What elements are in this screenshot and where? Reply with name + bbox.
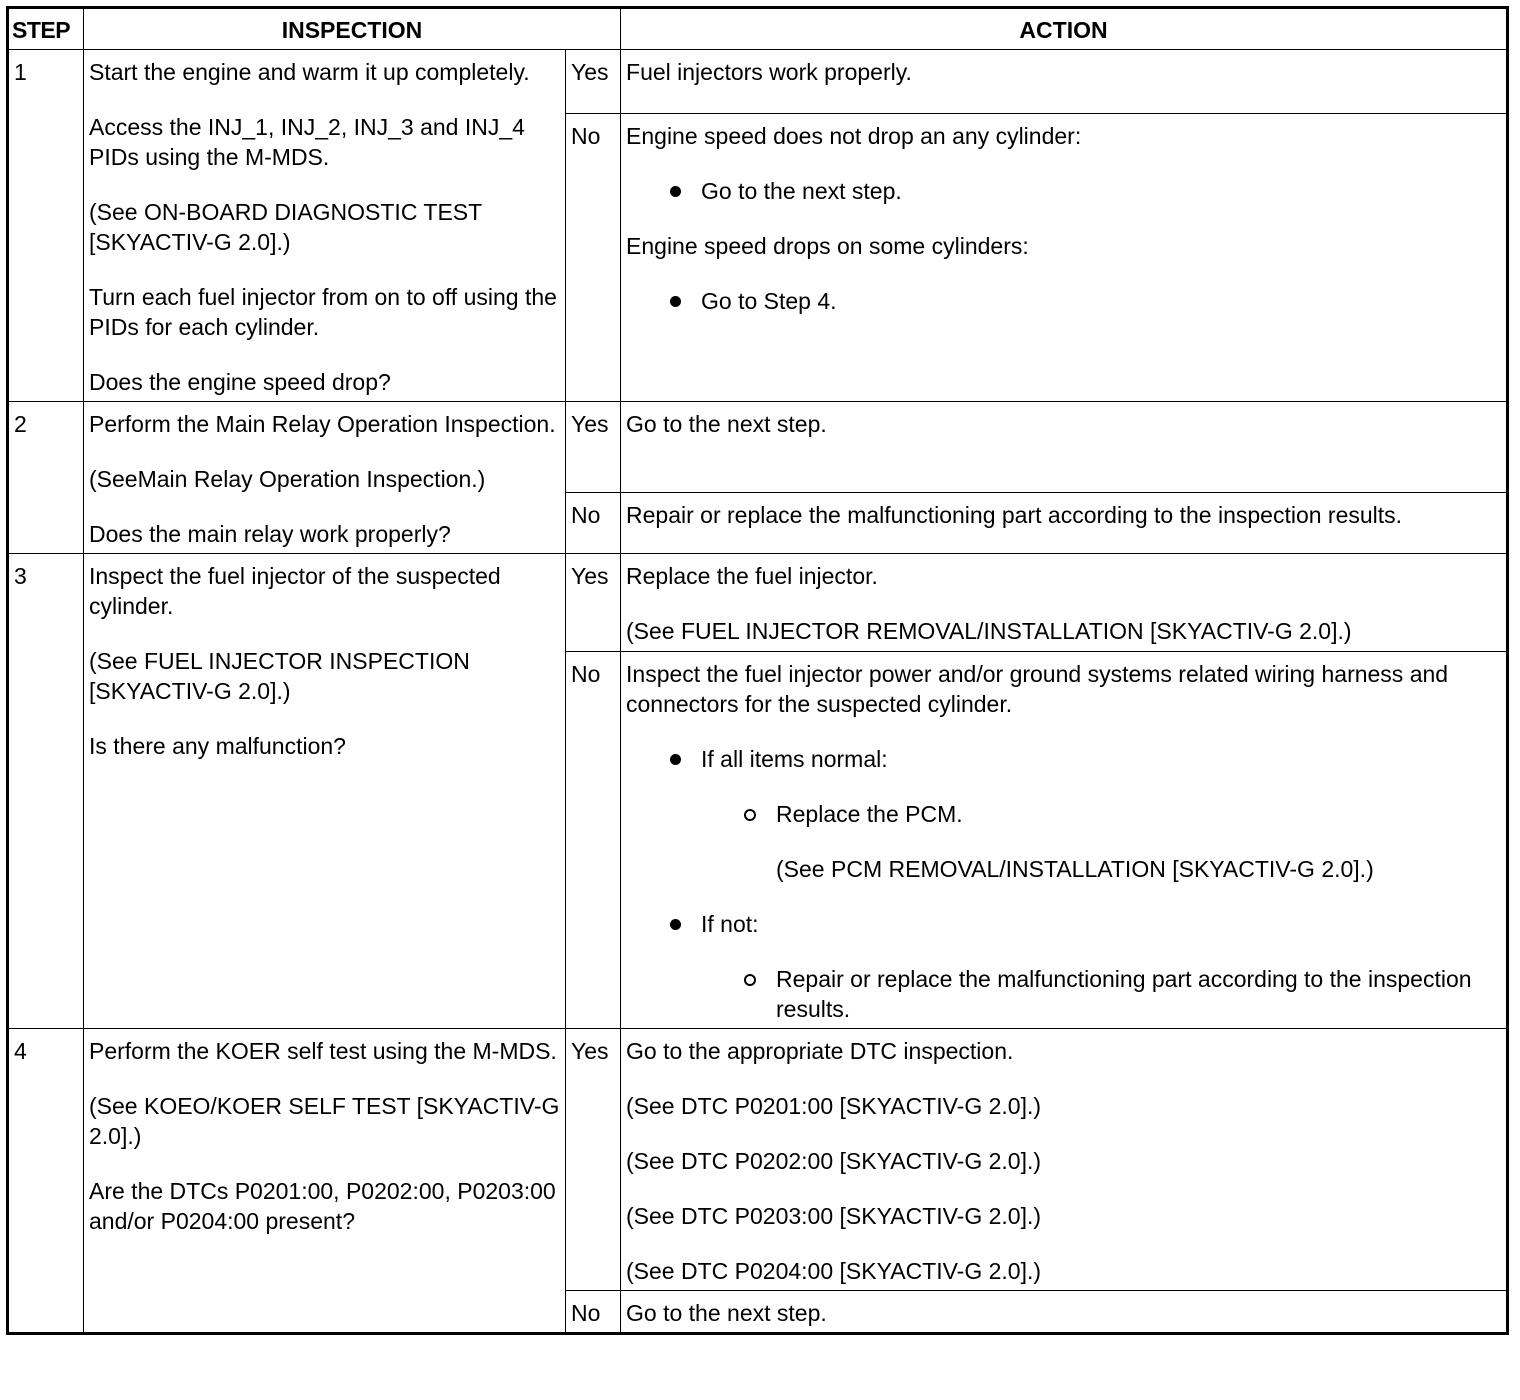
step-4-yes-label: Yes	[566, 1029, 621, 1291]
inspection-question: Does the engine speed drop?	[89, 369, 391, 395]
step-4-no-action	[621, 1291, 1508, 1334]
step-2-no-label: No	[566, 493, 621, 554]
inspection-text: Inspect the fuel injector of the suspected cylinder.	[89, 563, 501, 619]
action-reference: (See DTC P0202:00 [SKYACTIV-G 2.0].)	[626, 1148, 1042, 1174]
step-4-number: 4	[8, 1029, 84, 1334]
inspection-text: Access the INJ_1, INJ_2, INJ_3 and INJ_4 PIDs using the M-MDS.	[89, 114, 525, 170]
bullet-item: Go to Step 4.	[626, 286, 1501, 316]
inspection-column-header: INSPECTION	[84, 8, 621, 50]
bullet-item: Go to the next step.	[626, 176, 1501, 206]
step-3-yes-label: Yes	[566, 554, 621, 652]
step-3-yes-row	[8, 554, 1508, 652]
step-3-inspection	[84, 554, 566, 1029]
header-row	[8, 8, 1508, 50]
bullet-item: If all items normal:	[626, 744, 1501, 774]
step-1-yes-row	[8, 50, 1508, 114]
step-2-no-action	[621, 493, 1508, 554]
inspection-question: Does the main relay work properly?	[89, 521, 451, 547]
action-text: Engine speed does not drop an any cylinder:	[626, 123, 1082, 149]
step-1-inspection	[84, 50, 566, 402]
action-reference: (See DTC P0201:00 [SKYACTIV-G 2.0].)	[626, 1093, 1042, 1119]
action-reference: (See DTC P0203:00 [SKYACTIV-G 2.0].)	[626, 1203, 1042, 1229]
inspection-text: Perform the KOER self test using the M-MDS.	[89, 1038, 557, 1064]
inspection-text: Perform the Main Relay Operation Inspection.	[89, 411, 556, 437]
action-text: Inspect the fuel injector power and/or ground systems related wiring harness and connectors for the suspected cylinder.	[626, 661, 1449, 717]
step-2-yes-action	[621, 402, 1508, 493]
step-2-inspection	[84, 402, 566, 554]
step-2-number: 2	[8, 402, 84, 554]
step-1-no-label: No	[566, 114, 621, 402]
step-column-header: STEP	[8, 8, 84, 50]
step-1-yes-action	[621, 50, 1508, 114]
step-2-yes-label: Yes	[566, 402, 621, 493]
action-text: Replace the fuel injector.	[626, 563, 878, 589]
sub-bullet-reference: (See PCM REMOVAL/INSTALLATION [SKYACTIV-G 2.0].)	[776, 856, 1374, 882]
inspection-question: Are the DTCs P0201:00, P0202:00, P0203:00 and/or P0204:00 present?	[89, 1178, 556, 1234]
action-column-header: ACTION	[621, 8, 1508, 50]
inspection-text: Turn each fuel injector from on to off using the PIDs for each cylinder.	[89, 284, 557, 340]
action-text: Repair or replace the malfunctioning part according to the inspection results.	[626, 502, 1403, 528]
action-text: Fuel injectors work properly.	[626, 59, 912, 85]
step-4-yes-action	[621, 1029, 1508, 1291]
diagnostic-procedure-table	[6, 6, 1509, 1335]
step-3-no-label: No	[566, 652, 621, 1029]
inspection-reference: (SeeMain Relay Operation Inspection.)	[89, 466, 486, 492]
step-1-number: 1	[8, 50, 84, 402]
inspection-text: Start the engine and warm it up completely.	[89, 59, 530, 85]
step-1-no-action	[621, 114, 1508, 402]
step-4-yes-row	[8, 1029, 1508, 1291]
inspection-reference: (See FUEL INJECTOR INSPECTION [SKYACTIV-G 2.0].)	[89, 648, 470, 704]
action-reference: (See DTC P0204:00 [SKYACTIV-G 2.0].)	[626, 1258, 1042, 1284]
action-text: Engine speed drops on some cylinders:	[626, 233, 1029, 259]
sub-bullet-item: Replace the PCM.	[626, 799, 1501, 829]
inspection-reference: (See ON-BOARD DIAGNOSTIC TEST [SKYACTIV-G 2.0].)	[89, 199, 482, 255]
step-1-yes-label: Yes	[566, 50, 621, 114]
step-4-no-label: No	[566, 1291, 621, 1334]
action-text: Go to the appropriate DTC inspection.	[626, 1038, 1014, 1064]
step-4-inspection	[84, 1029, 566, 1334]
bullet-item: If not:	[626, 909, 1501, 939]
inspection-question: Is there any malfunction?	[89, 733, 346, 759]
step-2-yes-row	[8, 402, 1508, 493]
step-3-yes-action	[621, 554, 1508, 652]
inspection-reference: (See KOEO/KOER SELF TEST [SKYACTIV-G 2.0].)	[89, 1093, 560, 1149]
action-text: Go to the next step.	[626, 1300, 827, 1326]
step-3-number: 3	[8, 554, 84, 1029]
action-text: Go to the next step.	[626, 411, 827, 437]
step-3-no-action	[621, 652, 1508, 1029]
sub-bullet-item: Repair or replace the malfunctioning part according to the inspection results.	[626, 964, 1501, 1024]
action-reference: (See FUEL INJECTOR REMOVAL/INSTALLATION [SKYACTIV-G 2.0].)	[626, 618, 1352, 644]
